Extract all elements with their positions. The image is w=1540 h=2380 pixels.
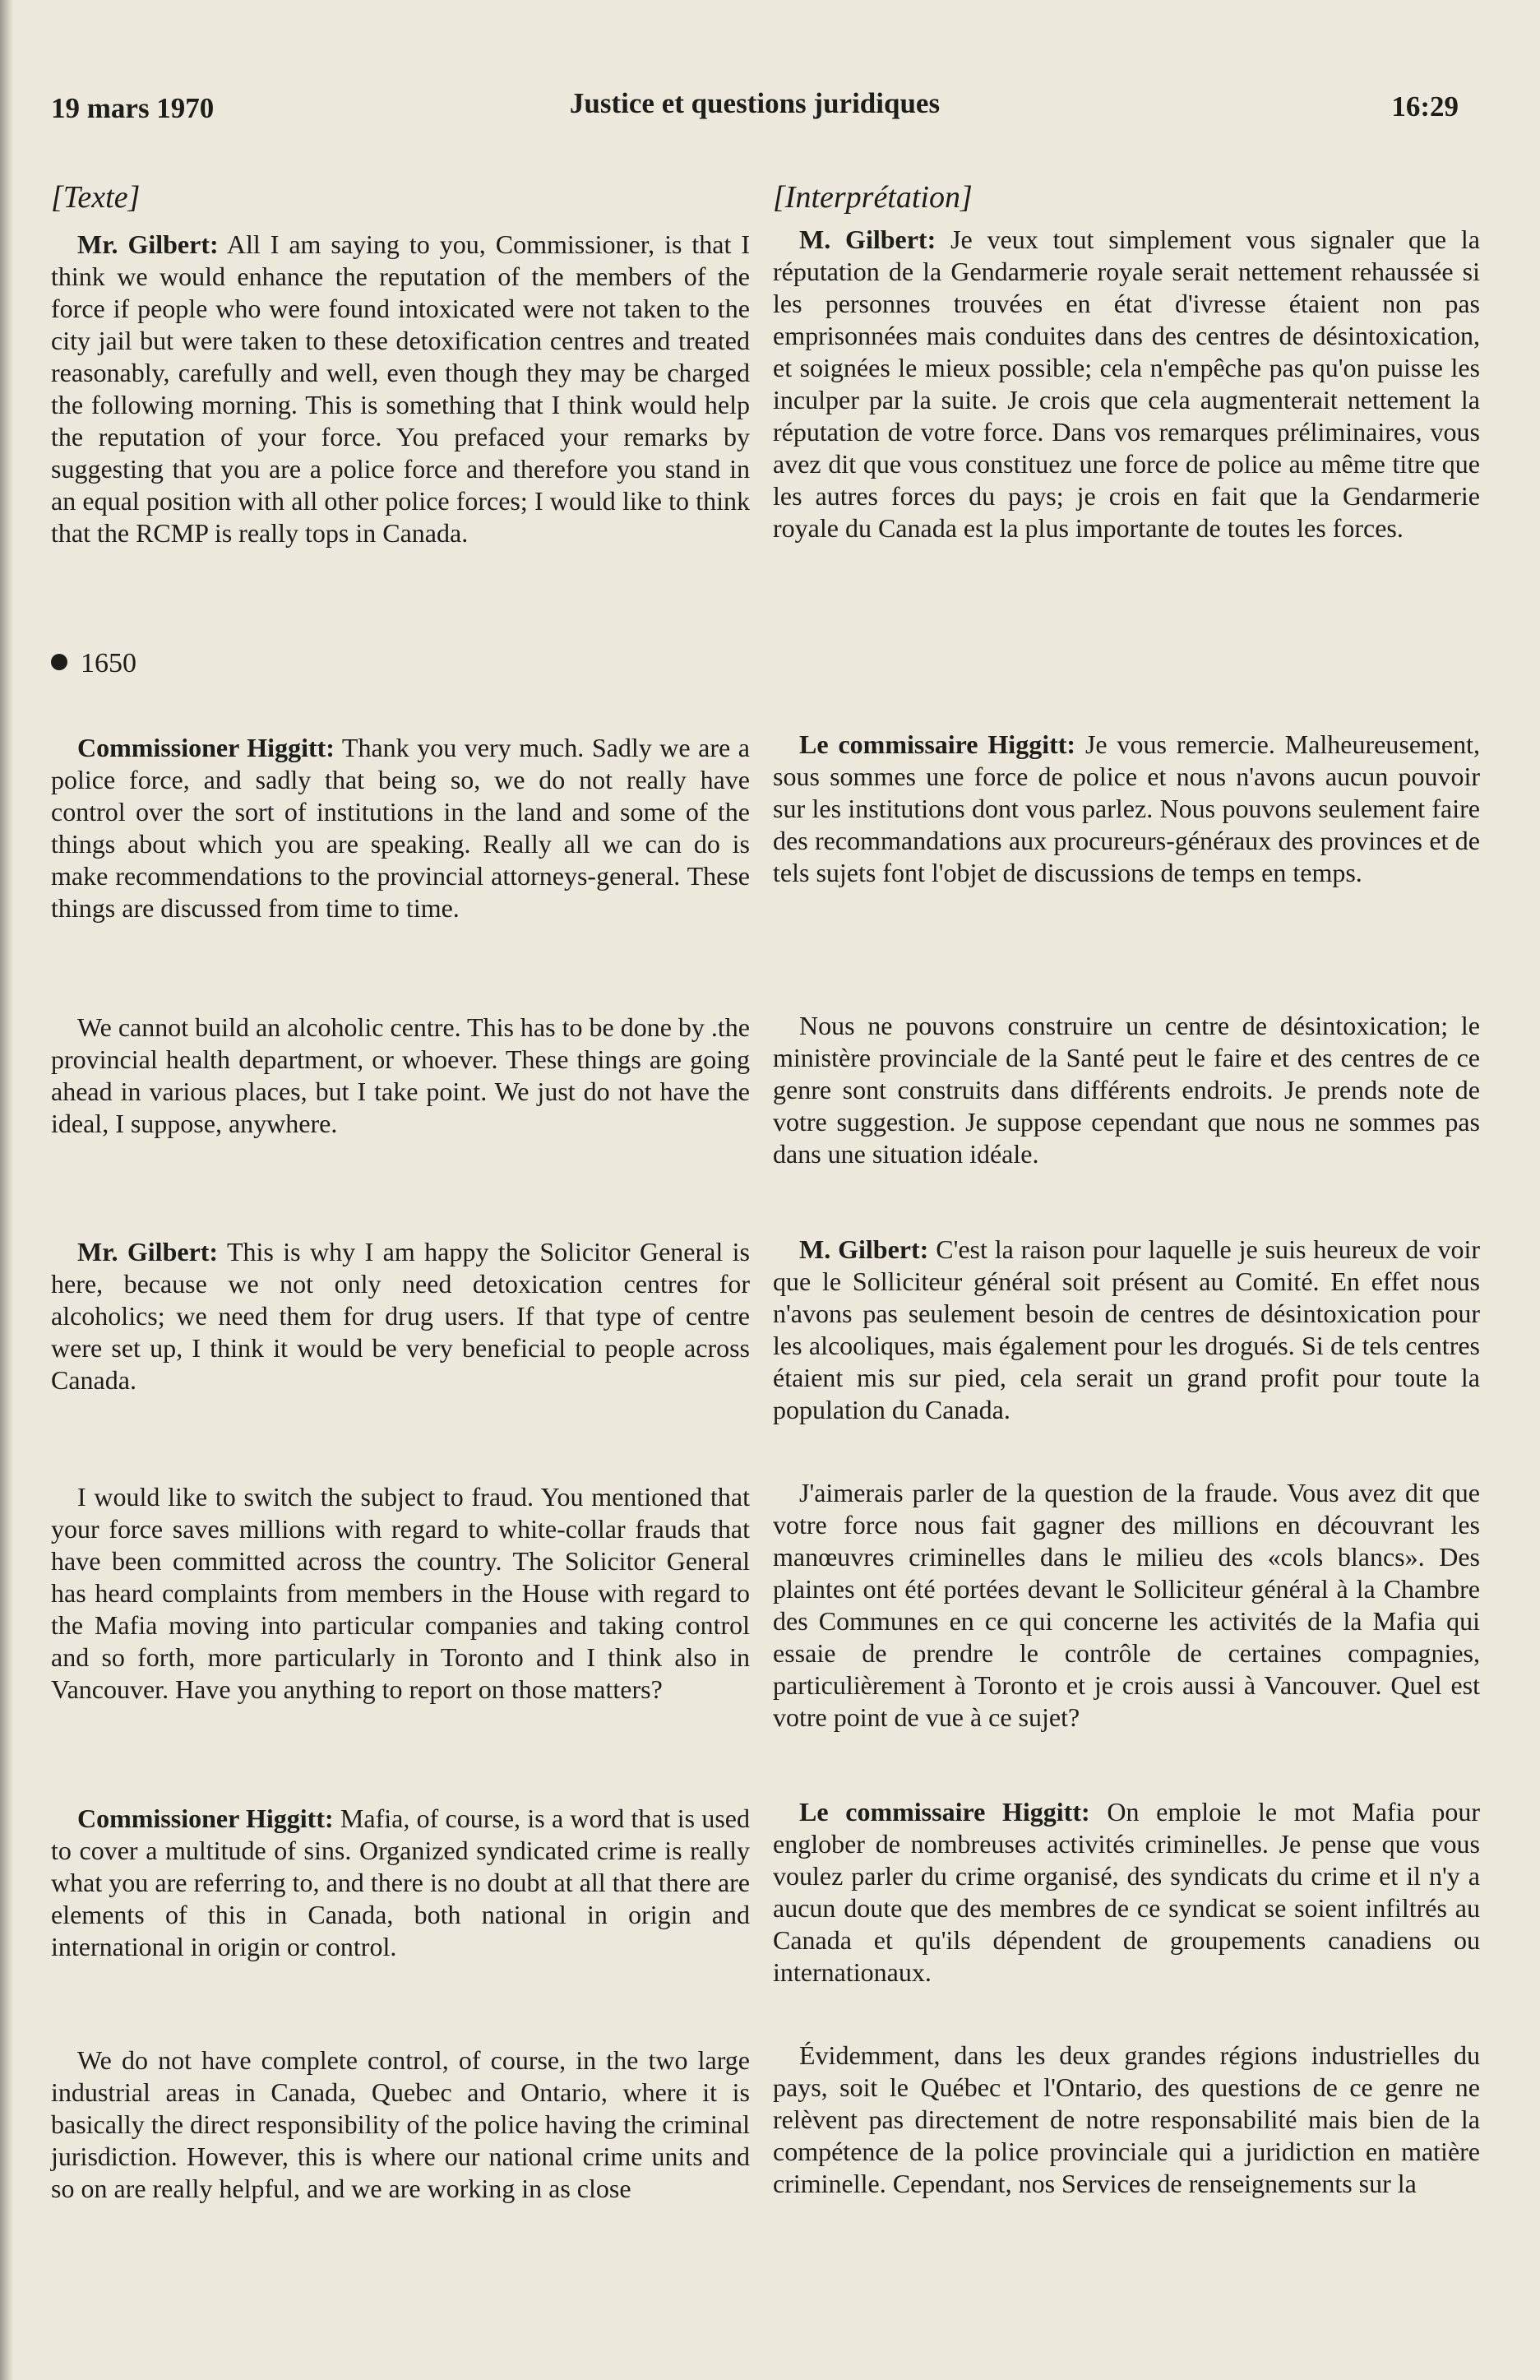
paragraph-text: J'aimerais parler de la question de la fraude. Vous avez dit que votre force nous fait gagner des millions en découvrant les manœuvres criminelles dans le milieu des «cols blancs». Des plaintes ont été portées devant le Solliciteur général à la Chambre des Communes en ce qui concerne les activités de la Mafia qui essaie de prendre le contrôle de certaines compagnies, particulièrement à Toronto et je crois aussi à Vancouver. Quel est votre point de vue à ce sujet? — [773, 1478, 1480, 1732]
binding-edge — [0, 0, 13, 2380]
paragraph-text: Évidemment, dans les deux grandes régions industrielles du pays, soit le Québec et l'Ontario, des questions de ce genre ne relèvent pas directement de notre responsabilité mais bien de la compétence de la police provinciale qui a juridiction en matière criminelle. Cependant, nos Services de renseignements sur la — [773, 2040, 1480, 2198]
paragraph-higgitt-2-fr — [773, 1010, 1480, 1170]
paragraph-gilbert-1 — [51, 229, 750, 549]
bullet-dot-icon — [51, 654, 67, 670]
paragraph-text: Thank you very much. Sadly we are a police force, and sadly that being so, we do not really have control over the sort of institutions in the land and some of the things about which you are speaking. Really all we can do is make recommendations to the provincial attorneys-general. These things are discussed from time to time. — [51, 733, 751, 923]
paragraph-text: I would like to switch the subject to fraud. You mentioned that your force saves millions with regard to white-collar frauds that have been committed across the country. The Solicitor General has heard complaints from members in the House with regard to the Mafia moving into particular companies and taking control and so forth, more particularly in Toronto and I think also in Vancouver. Have you anything to report on those matters? — [51, 1482, 750, 1704]
paragraph-higgitt-4-fr — [773, 2040, 1480, 2200]
paragraph-text: We cannot build an alcoholic centre. This has to be done by .the provincial health department, or whoever. These things are going ahead in various places, but I take point. We just do not have the ideal, I suppose, anywhere. — [51, 1012, 750, 1138]
paragraph-text: Je vous remercie. Malheureusement, sous sommes une force de police et nous n'avons aucun pouvoir sur les institutions dont vous parlez. Nous pouvons seulement faire des recommandations aux procureurs-généraux des provinces et de tels sujets font l'objet de discussions de temps en temps. — [773, 729, 1481, 887]
header-title: Justice et questions juridiques — [569, 87, 941, 119]
paragraph-text: All I am saying to you, Commissioner, is that I think we would enhance the reputation of the members of the force if people who were found intoxicated were not taken to the city jail but were taken to these detoxification centres and treated reasonably, carefully and well, even though they may be charged the following morning. This is something that I think would help the reputation of your force. You prefaced your remarks by suggesting that you are a police force and therefore you stand in an equal position with all other police forces; I would like to think that the RCMP is really tops in Canada. — [51, 229, 750, 548]
paragraph-higgitt-4 — [51, 2044, 750, 2205]
speaker-name: Commissioner Higgitt: — [77, 733, 335, 762]
time-marker-text: 1650 — [81, 648, 136, 678]
paragraph-higgitt-2 — [51, 1012, 750, 1140]
speaker-name: Mr. Gilbert: — [77, 229, 219, 259]
paragraph-text: We do not have complete control, of course, in the two large industrial areas in Canada, Quebec and Ontario, where it is basically the direct responsibility of the police having the criminal jurisdiction. However, this is where our national crime units and so on are really helpful, and we are working in as close — [51, 2045, 750, 2203]
speaker-name: Le commissaire Higgitt: — [799, 729, 1076, 759]
speaker-name: Mr. Gilbert: — [77, 1237, 219, 1266]
paragraph-higgitt-1-fr — [773, 729, 1480, 889]
paragraph-gilbert-2 — [51, 1236, 750, 1396]
paragraph-higgitt-1 — [51, 732, 750, 924]
french-column — [773, 179, 1481, 2198]
paragraph-text: Je veux tout simplement vous signaler que la réputation de la Gendarmerie royale serait nettement rehaussée si les personnes trouvées en état d'ivresse étaient non pas emprisonnées mais conduites dans des centres de désintoxication, et soignées le mieux possible; cela n'empêche pas qu'on puisse les inculper par la suite. Je crois que cela augmenterait nettement la réputation de votre force. Dans vos remarques préliminaires, vous avez dit que vous constituez une force de police au même titre que les autres forces du pays; je crois en fait que la Gendarmerie royale du Canada est la plus importante de toutes les forces. — [773, 225, 1481, 543]
paragraph-text: Mafia, of course, is a word that is used to cover a multitude of sins. Organized syndicated crime is really what you are referring to, and there is no doubt at all that there are elements of this in Canada, both national in origin and international in origin or control. — [51, 1804, 751, 1961]
speaker-name: Le commissaire Higgitt: — [799, 1797, 1090, 1827]
paragraph-text: This is why I am happy the Solicitor General is here, because we not only need detoxication centres for alcoholics; we need them for drug users. If that type of centre were set up, I think it would be very beneficial to people across Canada. — [51, 1237, 751, 1395]
paragraph-higgitt-3-fr — [773, 1796, 1480, 1989]
header-date: 19 mars 1970 — [51, 92, 215, 124]
paragraph-gilbert-2-fr — [773, 1234, 1480, 1426]
paragraph-higgitt-3 — [51, 1803, 750, 1963]
paragraph-gilbert-1-fr — [773, 224, 1480, 544]
speaker-name: M. Gilbert: — [799, 1234, 929, 1264]
header-page-number: 16:29 — [1391, 90, 1459, 123]
speaker-name: M. Gilbert: — [799, 225, 936, 254]
paragraph-gilbert-3 — [51, 1481, 750, 1706]
speaker-name: Commissioner Higgitt: — [77, 1804, 334, 1833]
paragraph-text: On emploie le mot Mafia pour englober de nombreuses activités criminelles. Je pense que vous voulez parler du crime organisé, des syndicats du crime et il n'y a aucun doute que des membres de ce syndicat se soient infiltrés au Canada et qu'ils dépendent de groupements canadiens ou internationaux. — [773, 1797, 1481, 1987]
english-column — [51, 179, 751, 2203]
paragraph-text: C'est la raison pour laquelle je suis heureux de voir que le Solliciteur général soit présent au Comité. En effet nous n'avons pas seulement besoin de centres de désintoxication pour les alcooliques, mais également pour les drogués. Si de tels centres étaient mis sur pied, cela serait un grand profit pour toute la population du Canada. — [773, 1234, 1481, 1424]
paragraph-text: Nous ne pouvons construire un centre de désintoxication; le ministère provinciale de la Santé peut le faire et des centres de ce genre sont construits dans différents endroits. Je prends note de votre suggestion. Je suppose cependant que nous ne sommes pas dans une situation idéale. — [773, 1011, 1480, 1169]
language-label: [Interprétation] — [773, 180, 973, 215]
page-header — [51, 87, 1459, 141]
time-marker — [51, 648, 136, 679]
paragraph-gilbert-3-fr — [773, 1477, 1480, 1734]
language-label: [Texte] — [51, 180, 141, 215]
